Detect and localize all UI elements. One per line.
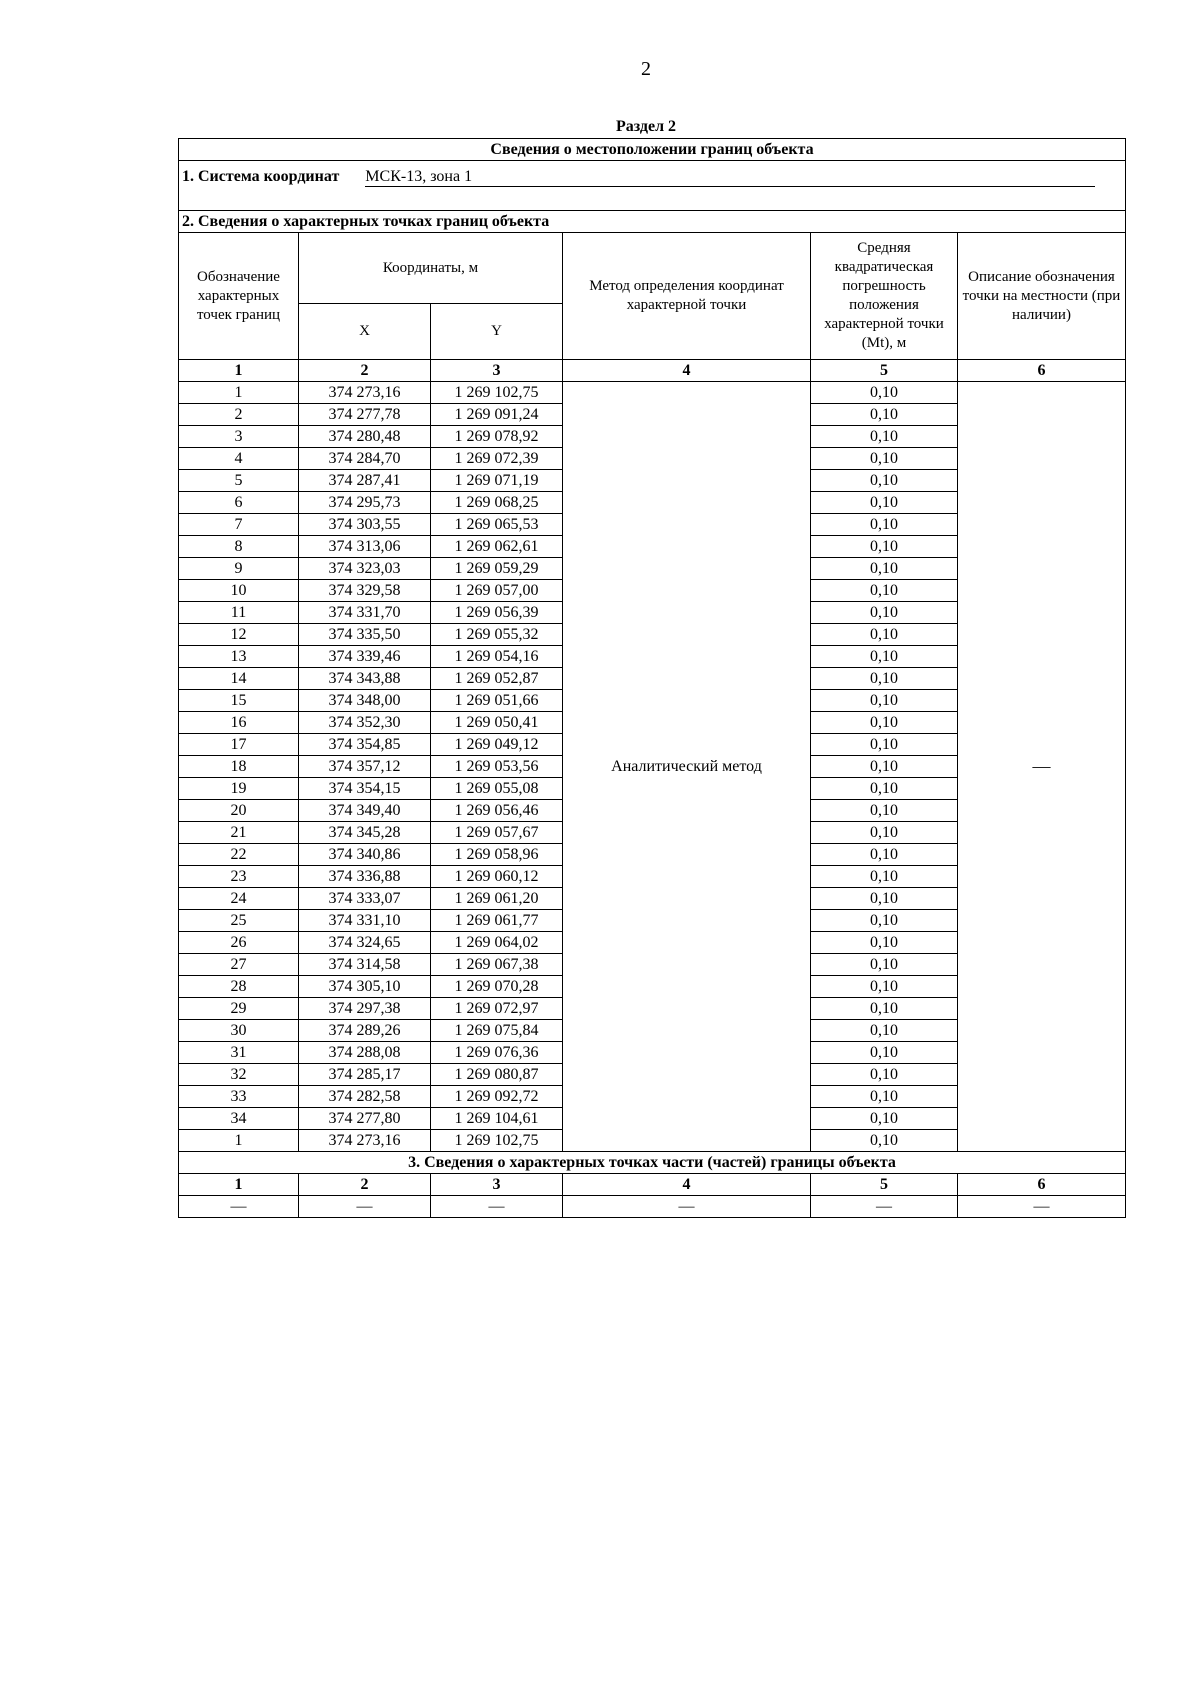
coord-system-label: 1. Система координат	[182, 168, 340, 185]
point-number: 26	[179, 932, 299, 954]
coord-x: 374 348,00	[299, 690, 431, 712]
error-value: 0,10	[811, 1064, 958, 1086]
point-number: 15	[179, 690, 299, 712]
coord-y: 1 269 056,46	[431, 800, 563, 822]
parts-row	[179, 1196, 1126, 1218]
parts-cell: —	[299, 1196, 431, 1218]
coord-y: 1 269 072,97	[431, 998, 563, 1020]
coord-y: 1 269 064,02	[431, 932, 563, 954]
point-number: 17	[179, 734, 299, 756]
coord-x: 374 273,16	[299, 1130, 431, 1152]
point-number: 33	[179, 1086, 299, 1108]
header-error: Средняя квадратическая погрешность положения характерной точки (Mt), м	[811, 233, 958, 360]
coord-y: 1 269 054,16	[431, 646, 563, 668]
error-value: 0,10	[811, 844, 958, 866]
error-value: 0,10	[811, 976, 958, 998]
points-section-title: 2. Сведения о характерных точках границ объекта	[179, 211, 1126, 233]
coord-y: 1 269 056,39	[431, 602, 563, 624]
error-value: 0,10	[811, 1130, 958, 1152]
column-number: 1	[179, 1174, 299, 1196]
error-value: 0,10	[811, 558, 958, 580]
coord-y: 1 269 078,92	[431, 426, 563, 448]
coord-x: 374 331,70	[299, 602, 431, 624]
column-number: 2	[299, 360, 431, 382]
parts-cell: —	[179, 1196, 299, 1218]
coord-y: 1 269 104,61	[431, 1108, 563, 1130]
coord-x: 374 280,48	[299, 426, 431, 448]
column-number: 5	[811, 1174, 958, 1196]
coord-y: 1 269 049,12	[431, 734, 563, 756]
point-number: 20	[179, 800, 299, 822]
error-value: 0,10	[811, 404, 958, 426]
coord-x: 374 297,38	[299, 998, 431, 1020]
section-title: Раздел 2	[615, 118, 677, 135]
error-value: 0,10	[811, 624, 958, 646]
coord-x: 374 287,41	[299, 470, 431, 492]
header-method: Метод определения координат характерной точки	[563, 233, 811, 360]
parts-cell: —	[431, 1196, 563, 1218]
coord-x: 374 324,65	[299, 932, 431, 954]
error-value: 0,10	[811, 514, 958, 536]
coord-y: 1 269 102,75	[431, 1130, 563, 1152]
error-value: 0,10	[811, 690, 958, 712]
error-value: 0,10	[811, 580, 958, 602]
coord-y: 1 269 051,66	[431, 690, 563, 712]
header-description: Описание обозначения точки на местности (при наличии)	[958, 233, 1126, 360]
column-number: 2	[299, 1174, 431, 1196]
coord-x: 374 273,16	[299, 382, 431, 404]
error-value: 0,10	[811, 602, 958, 624]
error-value: 0,10	[811, 668, 958, 690]
point-number: 5	[179, 470, 299, 492]
header-x: X	[299, 304, 431, 360]
coord-x: 374 343,88	[299, 668, 431, 690]
coord-y: 1 269 075,84	[431, 1020, 563, 1042]
coord-y: 1 269 070,28	[431, 976, 563, 998]
column-number: 6	[958, 360, 1126, 382]
error-value: 0,10	[811, 1042, 958, 1064]
coord-y: 1 269 053,56	[431, 756, 563, 778]
coord-x: 374 289,26	[299, 1020, 431, 1042]
error-value: 0,10	[811, 954, 958, 976]
point-number: 31	[179, 1042, 299, 1064]
point-number: 25	[179, 910, 299, 932]
point-number: 30	[179, 1020, 299, 1042]
error-value: 0,10	[811, 756, 958, 778]
coord-y: 1 269 060,12	[431, 866, 563, 888]
coord-x: 374 357,12	[299, 756, 431, 778]
error-value: 0,10	[811, 1020, 958, 1042]
coord-y: 1 269 061,20	[431, 888, 563, 910]
error-value: 0,10	[811, 492, 958, 514]
coord-x: 374 349,40	[299, 800, 431, 822]
parts-cell: —	[563, 1196, 811, 1218]
coord-x: 374 354,15	[299, 778, 431, 800]
point-number: 34	[179, 1108, 299, 1130]
coord-y: 1 269 091,24	[431, 404, 563, 426]
point-number: 1	[179, 1130, 299, 1152]
coord-x: 374 323,03	[299, 558, 431, 580]
coord-y: 1 269 065,53	[431, 514, 563, 536]
coord-x: 374 333,07	[299, 888, 431, 910]
method-value: Аналитический метод	[563, 382, 811, 1152]
coord-y: 1 269 076,36	[431, 1042, 563, 1064]
coord-x: 374 354,85	[299, 734, 431, 756]
error-value: 0,10	[811, 778, 958, 800]
header-coordinates: Координаты, м	[299, 233, 563, 304]
coord-y: 1 269 071,19	[431, 470, 563, 492]
coord-x: 374 288,08	[299, 1042, 431, 1064]
point-number: 29	[179, 998, 299, 1020]
coord-x: 374 329,58	[299, 580, 431, 602]
point-number: 32	[179, 1064, 299, 1086]
point-number: 7	[179, 514, 299, 536]
coord-y: 1 269 061,77	[431, 910, 563, 932]
table-title: Сведения о местоположении границ объекта	[179, 139, 1126, 161]
point-number: 16	[179, 712, 299, 734]
error-value: 0,10	[811, 800, 958, 822]
coord-x: 374 345,28	[299, 822, 431, 844]
column-number: 4	[563, 1174, 811, 1196]
error-value: 0,10	[811, 1086, 958, 1108]
table-row	[179, 382, 1126, 404]
error-value: 0,10	[811, 932, 958, 954]
point-number: 19	[179, 778, 299, 800]
point-number: 23	[179, 866, 299, 888]
point-number: 6	[179, 492, 299, 514]
coord-x: 374 314,58	[299, 954, 431, 976]
description-value: —	[958, 382, 1126, 1152]
coord-y: 1 269 080,87	[431, 1064, 563, 1086]
error-value: 0,10	[811, 382, 958, 404]
point-number: 22	[179, 844, 299, 866]
error-value: 0,10	[811, 470, 958, 492]
point-number: 8	[179, 536, 299, 558]
point-number: 12	[179, 624, 299, 646]
coord-x: 374 352,30	[299, 712, 431, 734]
error-value: 0,10	[811, 448, 958, 470]
point-number: 9	[179, 558, 299, 580]
coord-x: 374 285,17	[299, 1064, 431, 1086]
column-number: 6	[958, 1174, 1126, 1196]
coord-y: 1 269 092,72	[431, 1086, 563, 1108]
parts-column-numbers-row	[179, 1174, 1126, 1196]
point-number: 14	[179, 668, 299, 690]
point-number: 4	[179, 448, 299, 470]
point-number: 21	[179, 822, 299, 844]
coord-x: 374 305,10	[299, 976, 431, 998]
error-value: 0,10	[811, 888, 958, 910]
coord-x: 374 335,50	[299, 624, 431, 646]
point-number: 24	[179, 888, 299, 910]
error-value: 0,10	[811, 866, 958, 888]
coord-system-value: МСК-13, зона 1	[365, 161, 1095, 187]
coord-x: 374 284,70	[299, 448, 431, 470]
coord-y: 1 269 068,25	[431, 492, 563, 514]
error-value: 0,10	[811, 910, 958, 932]
point-number: 28	[179, 976, 299, 998]
error-value: 0,10	[811, 734, 958, 756]
coord-x: 374 295,73	[299, 492, 431, 514]
point-number: 1	[179, 382, 299, 404]
coord-y: 1 269 072,39	[431, 448, 563, 470]
coord-y: 1 269 067,38	[431, 954, 563, 976]
error-value: 0,10	[811, 536, 958, 558]
column-number: 3	[431, 1174, 563, 1196]
point-number: 18	[179, 756, 299, 778]
error-value: 0,10	[811, 426, 958, 448]
coord-x: 374 277,78	[299, 404, 431, 426]
column-number: 5	[811, 360, 958, 382]
point-number: 10	[179, 580, 299, 602]
coord-system-row	[179, 161, 1126, 211]
coord-x: 374 282,58	[299, 1086, 431, 1108]
page-number: 2	[641, 58, 651, 80]
coord-y: 1 269 055,32	[431, 624, 563, 646]
error-value: 0,10	[811, 1108, 958, 1130]
coord-x: 374 339,46	[299, 646, 431, 668]
coord-y: 1 269 058,96	[431, 844, 563, 866]
error-value: 0,10	[811, 646, 958, 668]
coord-x: 374 277,80	[299, 1108, 431, 1130]
column-numbers-row	[179, 360, 1126, 382]
coord-x: 374 336,88	[299, 866, 431, 888]
header-y: Y	[431, 304, 563, 360]
column-number: 4	[563, 360, 811, 382]
error-value: 0,10	[811, 822, 958, 844]
coord-y: 1 269 055,08	[431, 778, 563, 800]
error-value: 0,10	[811, 712, 958, 734]
coord-y: 1 269 057,00	[431, 580, 563, 602]
coord-y: 1 269 057,67	[431, 822, 563, 844]
boundary-table	[178, 138, 1126, 1218]
parts-cell: —	[811, 1196, 958, 1218]
error-value: 0,10	[811, 998, 958, 1020]
parts-section-title: 3. Сведения о характерных точках части (частей) границы объекта	[179, 1152, 1126, 1174]
point-number: 2	[179, 404, 299, 426]
coord-y: 1 269 050,41	[431, 712, 563, 734]
point-number: 13	[179, 646, 299, 668]
coord-y: 1 269 062,61	[431, 536, 563, 558]
coord-y: 1 269 052,87	[431, 668, 563, 690]
coord-x: 374 331,10	[299, 910, 431, 932]
header-point-designation: Обозначение характерных точек границ	[179, 233, 299, 360]
parts-cell: —	[958, 1196, 1126, 1218]
column-number: 1	[179, 360, 299, 382]
point-number: 11	[179, 602, 299, 624]
coord-x: 374 303,55	[299, 514, 431, 536]
coord-x: 374 313,06	[299, 536, 431, 558]
coord-y: 1 269 059,29	[431, 558, 563, 580]
point-number: 3	[179, 426, 299, 448]
column-number: 3	[431, 360, 563, 382]
coord-x: 374 340,86	[299, 844, 431, 866]
point-number: 27	[179, 954, 299, 976]
coord-y: 1 269 102,75	[431, 382, 563, 404]
